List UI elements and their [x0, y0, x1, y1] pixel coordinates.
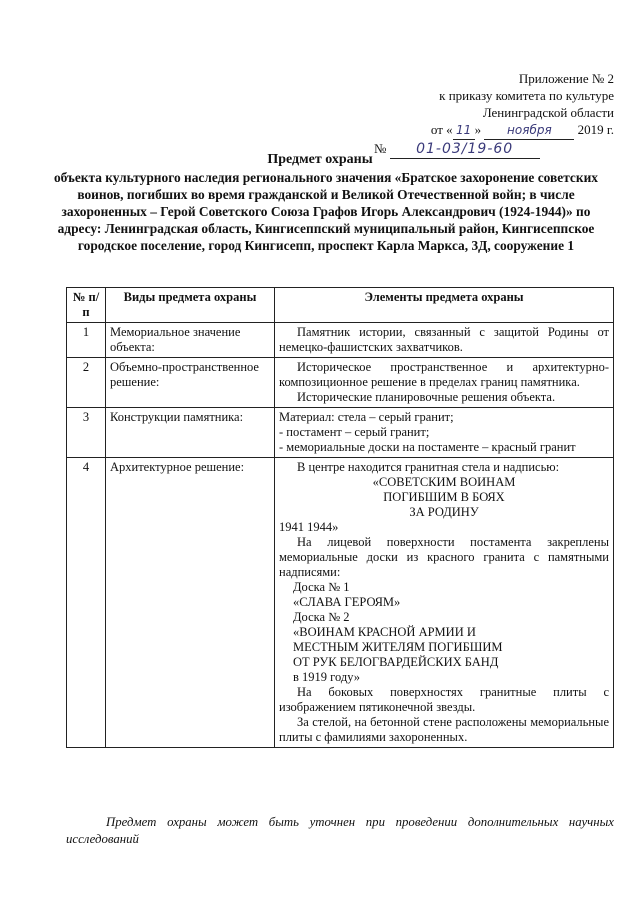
header-number: № п/п	[67, 288, 106, 323]
footnote: Предмет охраны может быть уточнен при проведении дополнительных научных исследований	[66, 815, 614, 846]
appendix-title: Приложение № 2	[518, 71, 614, 86]
document-subtitle: объекта культурного наследия регионального значения «Братское захоронение советских воинов, погибших во время гражданской и Великой Отечественной войн; в числе захороненных – Герой Советского Союза Графов Игорь Александрович (1924-1944)» по адресу: Ленинградская область, Кингисеппский муниципальный район, Кингисеппское городское поселение, город Кингисепп, проспект Карла Маркса, 3Д, сооружение 1	[53, 170, 599, 253]
table-row	[67, 358, 614, 408]
board-label: Доска № 2	[293, 610, 350, 624]
row-number: 2	[67, 358, 106, 408]
element-text: Памятник истории, связанный с защитой Родины от немецко-фашистских захватчиков.	[279, 325, 609, 354]
element-text: - постамент – серый гранит;	[279, 425, 430, 439]
year-start: 1941	[279, 520, 304, 534]
stela-years	[279, 520, 609, 535]
row-number: 3	[67, 408, 106, 458]
row-type: Мемориальное значение объекта:	[106, 323, 275, 358]
row-elements	[275, 408, 614, 458]
stela-inscription-line: ПОГИБШИМ В БОЯХ	[383, 490, 505, 504]
date-day-handwritten: 11	[453, 122, 475, 140]
header-type: Виды предмета охраны	[106, 288, 275, 323]
table-header-row	[67, 288, 614, 323]
board-inscription: «СЛАВА ГЕРОЯМ»	[293, 595, 401, 609]
appendix-region-line: Ленинградской области	[482, 105, 614, 120]
row-type: Архитектурное решение:	[106, 458, 275, 748]
element-text: - мемориальные доски на постаменте – красный гранит	[279, 440, 576, 454]
element-text: За стелой, на бетонной стене расположены мемориальные плиты с фамилиями захороненных.	[279, 715, 609, 744]
board-inscription-line: в 1919 году»	[293, 670, 361, 684]
row-type: Конструкции памятника:	[106, 408, 275, 458]
element-text: Материал: стела – серый гранит;	[279, 410, 454, 424]
row-elements	[275, 458, 614, 748]
number-handwritten: 01-03/19-60	[390, 141, 540, 159]
board-inscription-line: ОТ РУК БЕЛОГВАРДЕЙСКИХ БАНД	[293, 655, 499, 669]
protection-table	[66, 287, 614, 748]
date-month-handwritten: ноября	[484, 122, 574, 140]
table-row	[67, 323, 614, 358]
row-number: 4	[67, 458, 106, 748]
element-text: На боковых поверхностях гранитные плиты с изображением пятиконечной звезды.	[279, 685, 609, 714]
table-row	[67, 458, 614, 748]
date-prefix: от «	[430, 122, 453, 137]
number-prefix: №	[374, 141, 387, 156]
board-label: Доска № 1	[293, 580, 350, 594]
row-type: Объемно-пространственное решение:	[106, 358, 275, 408]
header-elements: Элементы предмета охраны	[275, 288, 614, 323]
element-text: В центре находится гранитная стела и надписью:	[297, 460, 560, 474]
row-number: 1	[67, 323, 106, 358]
appendix-block	[374, 70, 614, 159]
year-end: 1944»	[307, 520, 339, 534]
element-text: На лицевой поверхности постамента закреплены мемориальные доски из красного гранита с памятными надписями:	[279, 535, 609, 579]
appendix-order-line: к приказу комитета по культуре	[439, 88, 614, 103]
element-text: Историческое пространственное и архитектурно-композиционное решение в пределах границ памятника.	[279, 360, 609, 389]
stela-inscription-line: «СОВЕТСКИМ ВОИНАМ	[372, 475, 516, 489]
element-text: Исторические планировочные решения объекта.	[297, 390, 556, 404]
row-elements	[275, 358, 614, 408]
appendix-date-line	[374, 121, 614, 140]
table-row	[67, 408, 614, 458]
board-inscription-line: «ВОИНАМ КРАСНОЙ АРМИИ И	[293, 625, 476, 639]
board-inscription-line: МЕСТНЫМ ЖИТЕЛЯМ ПОГИБШИМ	[293, 640, 503, 654]
date-mid: »	[474, 122, 482, 137]
stela-inscription-line: ЗА РОДИНУ	[409, 505, 479, 519]
document-title: Предмет охраны	[267, 152, 373, 167]
row-elements	[275, 323, 614, 358]
date-year: 2019 г.	[577, 122, 614, 137]
